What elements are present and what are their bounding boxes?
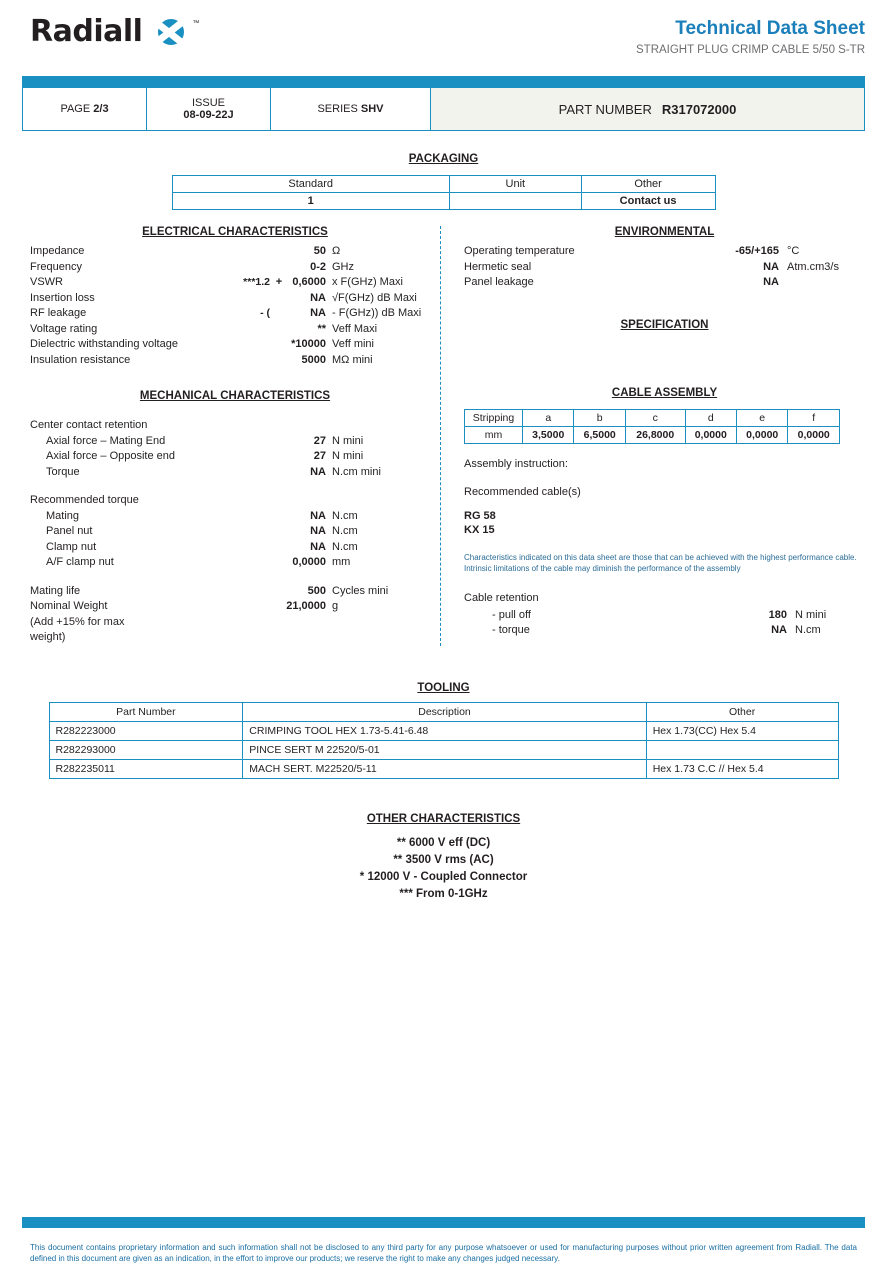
issue-value: 08-09-22J: [183, 109, 234, 121]
document-title-block: [636, 14, 865, 56]
tooling-part: R282235011: [49, 759, 243, 778]
spec-unit: N mini: [795, 608, 827, 621]
spec-row: [30, 465, 440, 481]
spec-prefix: ***1.2: [243, 276, 270, 288]
spec-value: 27: [313, 450, 326, 462]
mechanical-rows: [30, 418, 440, 646]
spec-value: NA: [310, 540, 326, 553]
other-characteristic-line: ** 6000 V eff (DC): [396, 836, 491, 849]
other-characteristic-line: * 12000 V - Coupled Connector: [359, 870, 528, 883]
spec-label: Panel nut: [46, 525, 93, 537]
spec-unit: Cycles mini: [332, 584, 389, 597]
spec-row: [30, 291, 440, 307]
cable-header-b: b: [574, 409, 625, 426]
spec-row: [464, 260, 865, 276]
other-characteristics-section: [22, 813, 865, 903]
spec-value: 50: [313, 245, 326, 257]
radiall-logo-mark: [146, 15, 190, 49]
left-column: [22, 226, 440, 646]
tooling-description: CRIMPING TOOL HEX 1.73-5.41-6.48: [243, 721, 646, 740]
spec-label: Axial force – Mating End: [46, 434, 166, 447]
spec-value: 21,0000: [286, 600, 326, 612]
spec-label: Nominal Weight: [30, 600, 108, 612]
spec-value: NA: [310, 291, 326, 304]
packaging-value-unit: [449, 193, 581, 210]
table-row: [49, 721, 838, 740]
part-number-value: R317072000: [661, 101, 737, 117]
spec-unit: °C: [787, 245, 800, 257]
spec-row: [30, 434, 440, 450]
spec-row: [464, 244, 865, 260]
cable-header-stripping: Stripping: [465, 409, 523, 426]
header-rule: [22, 76, 865, 88]
spec-row: [30, 555, 440, 571]
specification-title: SPECIFICATION: [620, 318, 709, 331]
spec-value: NA: [310, 465, 326, 478]
spec-label: VSWR: [30, 276, 63, 288]
spec-label: Center contact retention: [30, 419, 148, 431]
spec-label: A/F clamp nut: [46, 556, 114, 568]
table-row: [49, 740, 838, 759]
spec-value: 0-2: [310, 260, 326, 273]
tooling-other: [646, 740, 838, 759]
spec-value: -65/+165: [735, 245, 779, 257]
series-info-cell: [271, 88, 431, 130]
spec-label: - pull off: [492, 608, 531, 621]
weight-note-line2: weight): [30, 631, 66, 643]
spec-value: NA: [310, 509, 326, 522]
packaging-value-standard: 1: [172, 193, 449, 210]
environmental-title: ENVIRONMENTAL: [614, 226, 715, 238]
mechanical-title: MECHANICAL CHARACTERISTICS: [139, 390, 331, 402]
spec-unit: Ω: [332, 245, 341, 257]
series-label: SERIES: [317, 103, 358, 115]
weight-note-line1: (Add +15% for max: [30, 615, 125, 628]
document-title: Technical Data Sheet: [675, 18, 865, 39]
issue-label: ISSUE: [191, 97, 225, 109]
packaging-table: [172, 175, 716, 210]
spec-row: [30, 584, 440, 600]
spec-label: Hermetic seal: [464, 260, 532, 273]
spec-row: [30, 540, 440, 556]
footer-disclaimer: This document contains proprietary information and such information shall not be disclosed to any third party for any purpose whatsoever or used for manufacturing purposes without prior written agreement from Radiall. The data defined in this document are given as an indication, in the effort to improve our products; we reserve the right to make any changes judged necessary.: [30, 1243, 857, 1263]
cable-header-c: c: [625, 409, 685, 426]
cable-fineprint: Characteristics indicated on this data sheet are those that can be achieved with the highest performance cable. Intrinsic limitations of the cable may diminish the performance of the assembly: [464, 552, 857, 573]
spec-unit: Veff mini: [332, 338, 374, 350]
recommended-cables-label: Recommended cable(s): [464, 485, 581, 498]
cable-option-1: RG 58: [464, 509, 496, 522]
spec-value: *10000: [291, 338, 326, 350]
spec-row: [492, 608, 865, 624]
environmental-rows: [464, 244, 865, 291]
spec-label: Torque: [46, 465, 80, 478]
assembly-instruction: Assembly instruction:: [464, 457, 568, 470]
spec-label: Insertion loss: [30, 291, 95, 304]
spec-label: Voltage rating: [30, 322, 98, 335]
spec-value: **: [317, 322, 326, 335]
packaging-header-unit: Unit: [449, 176, 581, 193]
electrical-rows: [30, 244, 440, 368]
spec-value: 27: [313, 434, 326, 447]
spec-row: [30, 509, 440, 525]
packaging-header-standard: Standard: [172, 176, 449, 193]
brand-name: Radiall: [30, 14, 143, 49]
spec-row: [492, 623, 865, 639]
tooling-section: [22, 682, 865, 779]
tooling-description: MACH SERT. M22520/5-11: [243, 759, 646, 778]
spec-label: Mating life: [30, 584, 81, 597]
cable-value-e: 0,0000: [736, 426, 787, 443]
spec-label: Recommended torque: [30, 494, 139, 506]
table-header-row: [49, 702, 838, 721]
spec-label: Panel leakage: [464, 276, 534, 288]
cable-header-f: f: [788, 409, 840, 426]
electrical-title: ELECTRICAL CHARACTERISTICS: [142, 226, 328, 238]
other-characteristic-line: *** From 0-1GHz: [399, 887, 488, 900]
tooling-other: Hex 1.73 C.C // Hex 5.4: [646, 759, 838, 778]
packaging-header-other: Other: [581, 176, 715, 193]
page-header: [0, 0, 887, 72]
spec-unit: MΩ mini: [332, 353, 373, 366]
spec-value: NA: [310, 307, 326, 319]
tooling-part: R282293000: [49, 740, 243, 759]
table-row: [465, 426, 840, 443]
spec-label: RF leakage: [30, 307, 87, 319]
spec-row: [30, 449, 440, 465]
spec-unit: g: [332, 600, 339, 612]
spec-label: Frequency: [30, 260, 82, 273]
characteristics-columns: [22, 226, 865, 646]
cable-retention-label: Cable retention: [464, 591, 539, 604]
spec-plus: +: [275, 276, 283, 288]
cable-value-c: 26,8000: [625, 426, 685, 443]
spec-unit: N mini: [332, 434, 364, 447]
cable-option-2: KX 15: [464, 523, 495, 536]
cable-value-b: 6,5000: [574, 426, 625, 443]
spec-unit: N.cm: [332, 509, 358, 522]
spec-prefix: - (: [260, 307, 270, 319]
tooling-header-part: Part Number: [49, 702, 243, 721]
series-value: SHV: [360, 103, 384, 115]
spec-unit: N.cm: [332, 525, 358, 537]
page-info-cell: [23, 88, 147, 130]
table-row: [49, 759, 838, 778]
trademark-symbol: ™: [192, 20, 200, 27]
spec-row: [30, 353, 440, 369]
weight-note: [30, 630, 440, 646]
spec-value: 500: [307, 584, 326, 597]
cable-unit-cell: mm: [465, 426, 523, 443]
table-header-row: [172, 176, 715, 193]
spec-row: [464, 275, 865, 291]
packaging-value-other: Contact us: [581, 193, 715, 210]
cable-header-a: a: [523, 409, 574, 426]
tooling-other: Hex 1.73(CC) Hex 5.4: [646, 721, 838, 740]
weight-note: [30, 615, 440, 631]
spec-label: - torque: [492, 624, 530, 636]
spec-value: 0,6000: [292, 276, 326, 288]
spec-label: Dielectric withstanding voltage: [30, 338, 178, 350]
document-info-strip: [22, 88, 865, 131]
cable-value-d: 0,0000: [685, 426, 736, 443]
document-body: [0, 153, 887, 903]
part-number-cell: [431, 88, 864, 130]
spec-unit: Atm.cm3/s: [787, 260, 839, 273]
spec-unit: GHz: [332, 260, 354, 273]
spec-value: NA: [763, 260, 779, 273]
spec-unit: mm: [332, 556, 351, 568]
spec-row: [30, 337, 440, 353]
spec-value: NA: [763, 276, 779, 288]
spec-label: Insulation resistance: [30, 353, 131, 366]
cable-header-e: e: [736, 409, 787, 426]
tooling-description: PINCE SERT M 22520/5-01: [243, 740, 646, 759]
spec-value: NA: [771, 624, 787, 636]
other-characteristics-title: OTHER CHARACTERISTICS: [366, 812, 521, 825]
mechanical-group-label: [30, 418, 440, 434]
spec-label: Mating: [46, 509, 80, 522]
right-column: [440, 226, 865, 646]
column-divider: [440, 226, 441, 646]
spec-row: [30, 322, 440, 338]
page-value: 2/3: [93, 103, 109, 115]
spec-unit: Veff Maxi: [332, 322, 378, 335]
tooling-header-other: Other: [646, 702, 838, 721]
spec-unit: - F(GHz)) dB Maxi: [332, 307, 422, 319]
spec-label: Clamp nut: [46, 540, 97, 553]
spec-value: NA: [310, 525, 326, 537]
radiall-logo: [30, 14, 199, 49]
tooling-table: [49, 702, 839, 779]
spec-unit: N.cm mini: [332, 465, 381, 478]
spec-row: [30, 306, 440, 322]
part-number-label: PART NUMBER: [558, 101, 652, 117]
spec-label: Impedance: [30, 245, 85, 257]
spec-unit: √F(GHz) dB Maxi: [332, 291, 417, 304]
spec-value: 5000: [301, 353, 326, 366]
cable-assembly-table: [464, 409, 840, 444]
spec-label: Axial force – Opposite end: [46, 450, 176, 462]
spec-unit: N.cm: [795, 624, 821, 636]
spec-unit: N.cm: [332, 540, 358, 553]
issue-info-cell: [147, 88, 271, 130]
page-label: PAGE: [60, 103, 91, 115]
spec-row: [30, 244, 440, 260]
table-row: [172, 193, 715, 210]
cable-value-a: 3,5000: [523, 426, 574, 443]
cable-assembly-title: CABLE ASSEMBLY: [611, 386, 718, 399]
document-subtitle: STRAIGHT PLUG CRIMP CABLE 5/50 S-TR: [636, 44, 865, 56]
footer-rule: [22, 1217, 865, 1228]
packaging-title: PACKAGING: [408, 153, 479, 165]
cable-value-f: 0,0000: [788, 426, 840, 443]
tooling-title: TOOLING: [417, 681, 470, 694]
spec-row: [30, 275, 440, 291]
spec-unit: N mini: [332, 450, 364, 462]
tooling-part: R282223000: [49, 721, 243, 740]
spec-row: [30, 599, 440, 615]
spec-row: [30, 524, 440, 540]
cable-header-d: d: [685, 409, 736, 426]
spec-value: 180: [768, 608, 787, 621]
spec-value: 0,0000: [292, 556, 326, 568]
spec-row: [30, 260, 440, 276]
tooling-header-description: Description: [243, 702, 646, 721]
other-characteristic-line: ** 3500 V rms (AC): [393, 853, 494, 866]
spec-unit: x F(GHz) Maxi: [332, 276, 403, 288]
mechanical-group-label: [30, 493, 440, 509]
table-header-row: [465, 409, 840, 426]
spec-label: Operating temperature: [464, 245, 575, 257]
